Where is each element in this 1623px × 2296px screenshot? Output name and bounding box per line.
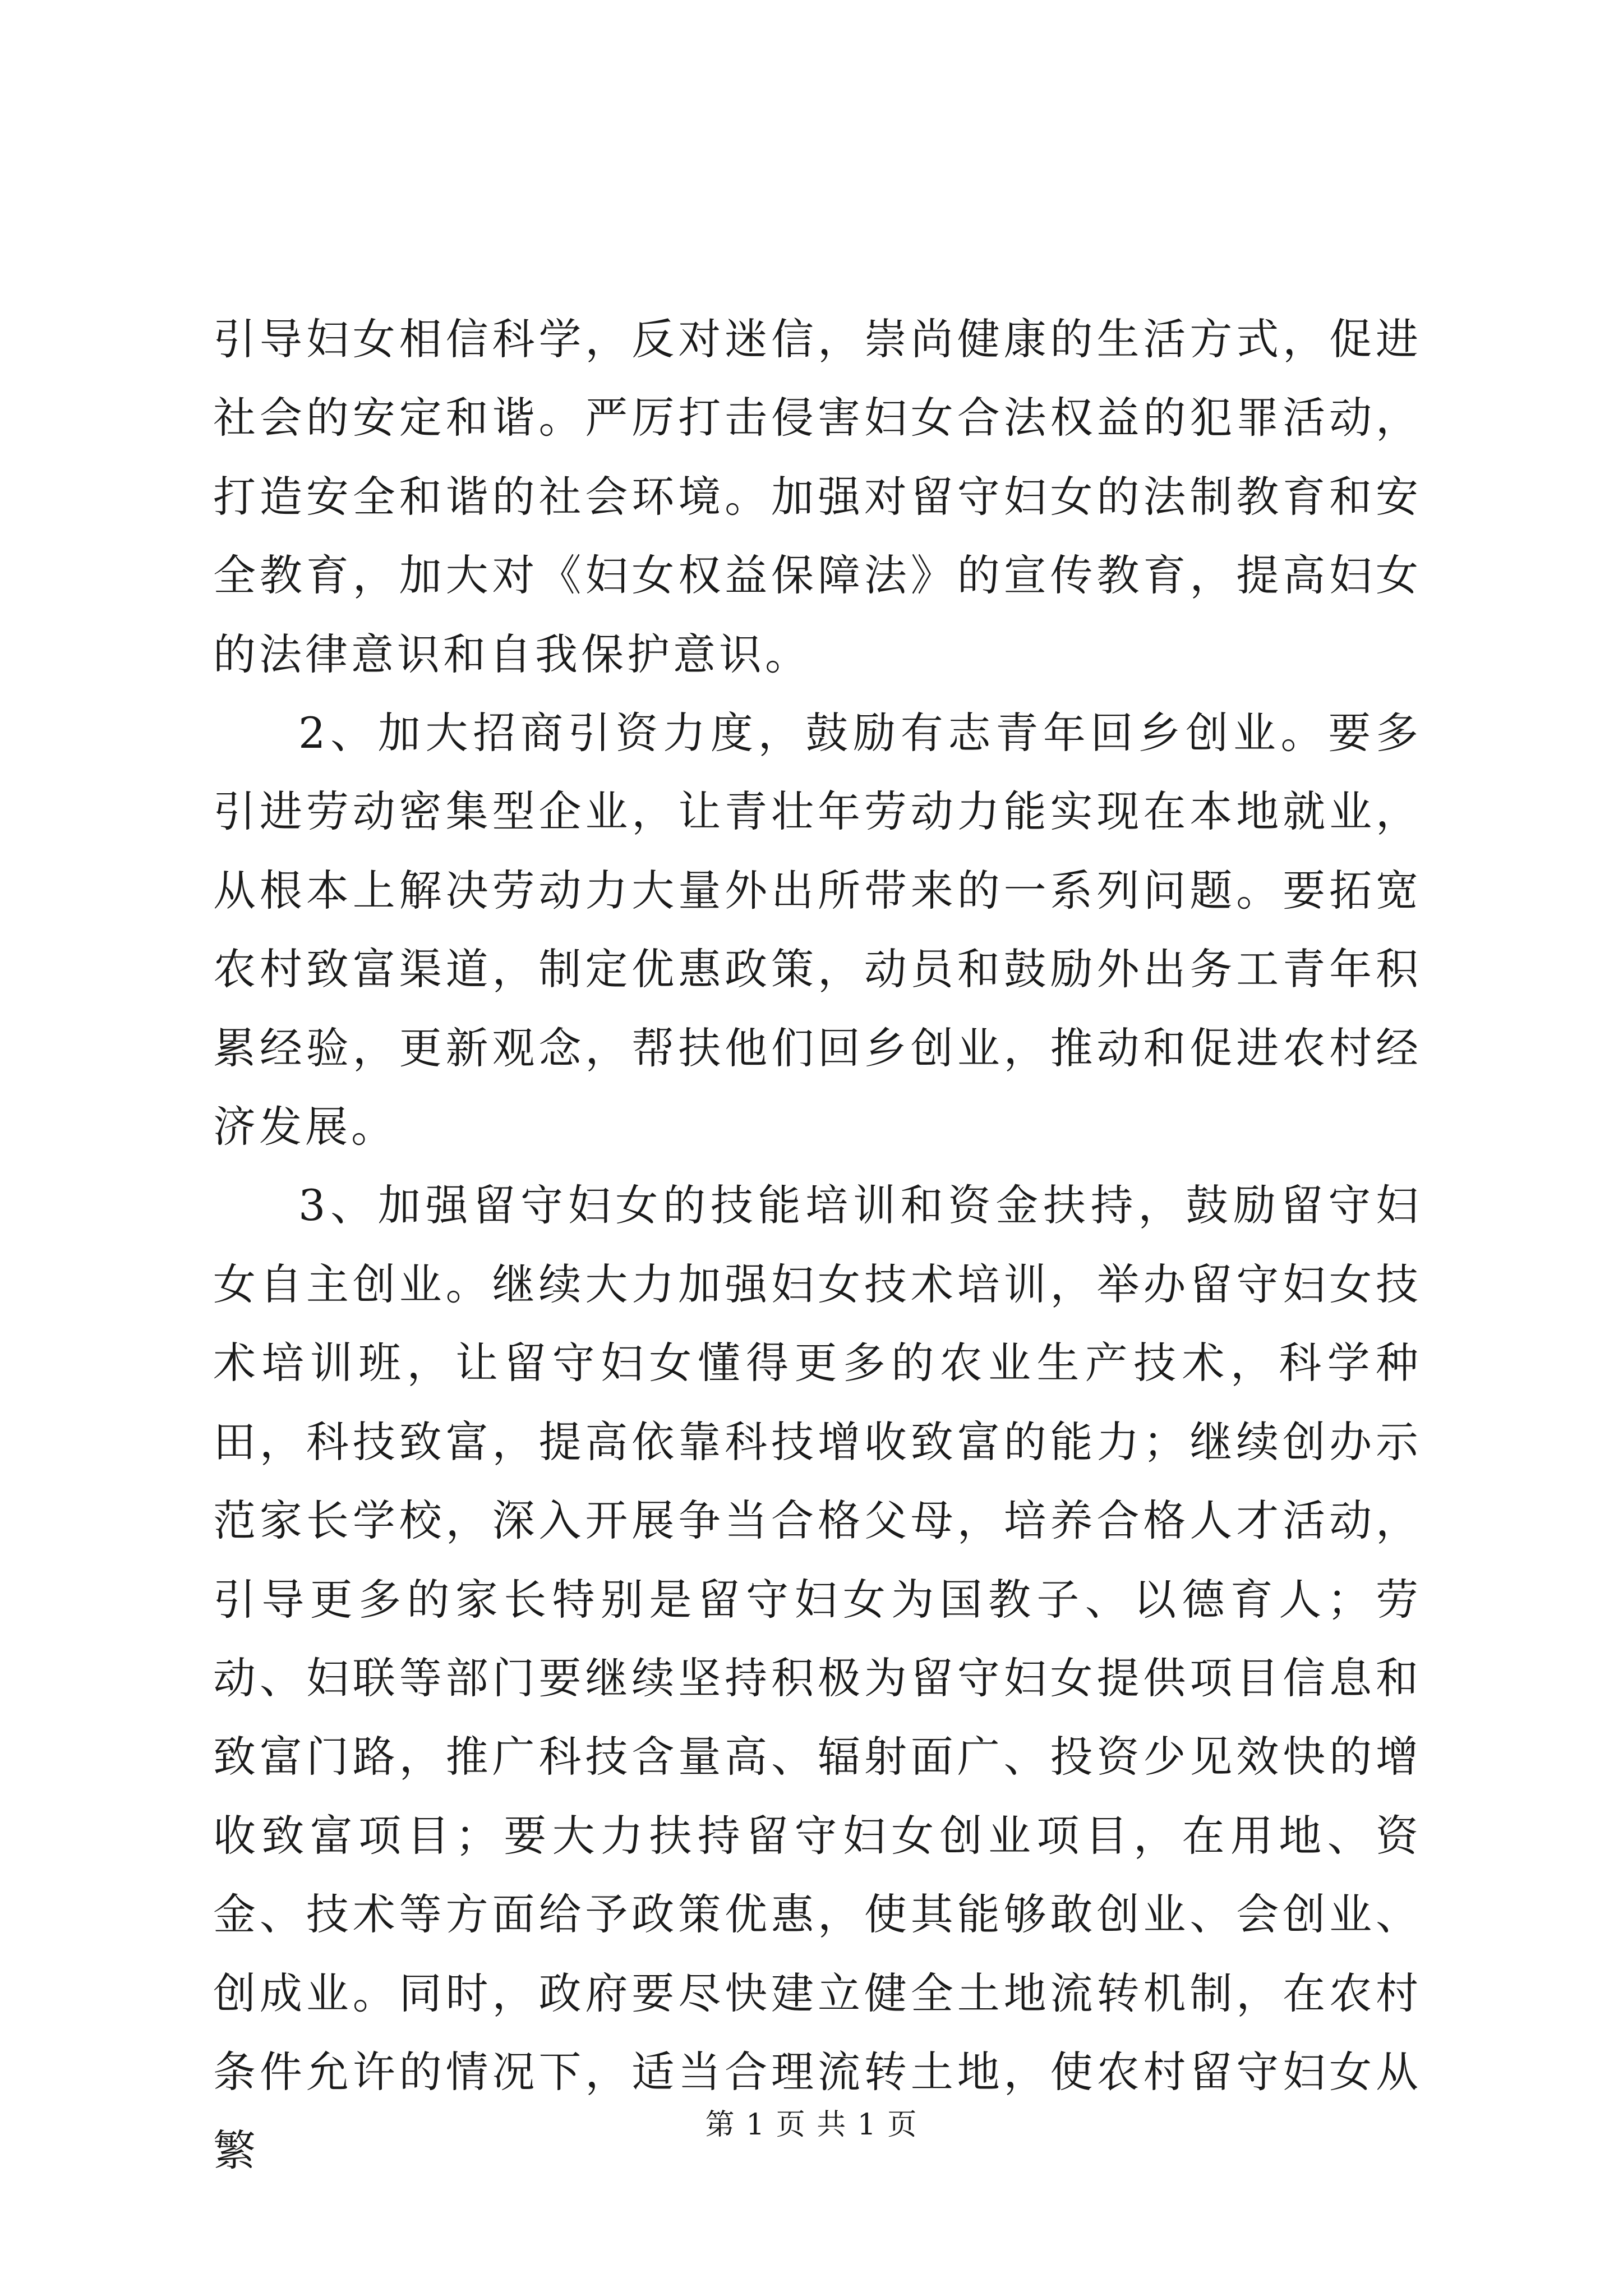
page-footer: 第 1 页 共 1 页 xyxy=(705,2108,918,2142)
document-body xyxy=(213,300,1422,2191)
paragraph-1: 引导妇女相信科学，反对迷信，崇尚健康的生活方式，促进社会的安定和谐。严厉打击侵害妇女合法权益的犯罪活动，打造安全和谐的社会环境。加强对留守妇女的法制教育和安全教育，加大对《妇女权益保障法》的宣传教育，提高妇女的法律意识和自我保护意识。 xyxy=(213,314,1422,679)
paragraph-2: 2、加大招商引资力度，鼓励有志青年回乡创业。要多引进劳动密集型企业，让青壮年劳动力能实现在本地就业，从根本上解决劳动力大量外出所带来的一系列问题。要拓宽农村致富渠道，制定优惠政策，动员和鼓励外出务工青年积累经验，更新观念，帮扶他们回乡创业，推动和促进农村经济发展。 xyxy=(213,708,1422,1152)
paragraph-3: 3、加强留守妇女的技能培训和资金扶持，鼓励留守妇女自主创业。继续大力加强妇女技术培训，举办留守妇女技术培训班，让留守妇女懂得更多的农业生产技术，科学种田，科技致富，提高依靠科技增收致富的能力；继续创办示范家长学校，深入开展争当合格父母，培养合格人才活动，引导更多的家长特别是留守妇女为国教子、以德育人；劳动、妇联等部门要继续坚持积极为留守妇女提供项目信息和致富门路，推广科技含量高、辐射面广、投资少见效快的增收致富项目；要大力扶持留守妇女创业项目，在用地、资金、技术等方面给予政策优惠，使其能够敢创业、会创业、创成业。同时，政府要尽快建立健全土地流转机制，在农村条件允许的情况下，适当合理流转土地，使农村留守妇女从繁 xyxy=(213,1180,1422,2176)
